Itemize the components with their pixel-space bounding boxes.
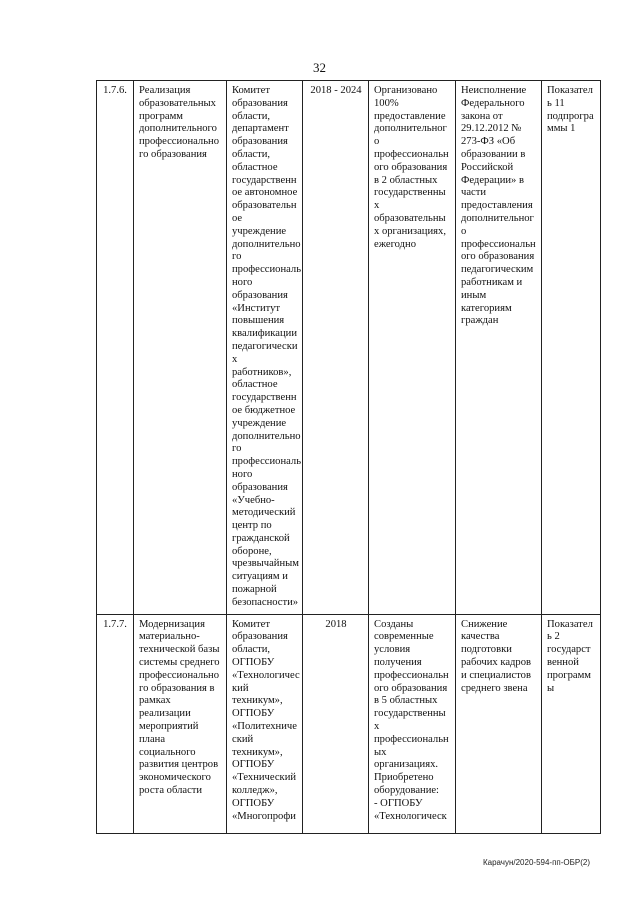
measure-consequences: Неисполнение Федерального закона от 29.12.2012 № 273-ФЗ «Об образовании в Российской Федерации» в части предоставления дополнительног о профессиональн ого образования педагогическим работникам и иным категориям граждан xyxy=(456,81,542,615)
measure-result: Созданы современные условия получения профессиональн ого образования в 5 областных государственны х профессиональн ых организациях. Приобретено оборудование: - ОГПОБУ «Технологическ xyxy=(369,614,456,833)
measure-result: Организовано 100% предоставление дополнительног о профессиональн ого образования в 2 областных государственны х образовательны х организациях, ежегодно xyxy=(369,81,456,615)
measure-name: Реализация образовательных программ дополнительного профессионально го образования xyxy=(134,81,227,615)
measure-executors: Комитет образования области, департамент образования области, областное государственн ое автономное образовательн ое учреждение дополнительно го профессиональ ного образования «Институт повышения квалификации педагогически х работников», областное государственн ое бюджетное учреждение дополнительно го профессиональ ного образования «Учебно- методический центр по гражданской обороне, чрезвычайным ситуациям и пожарной безопасности» xyxy=(227,81,303,615)
page-number: 32 xyxy=(313,60,326,75)
measure-executors: Комитет образования области, ОГПОБУ «Технологичес кий техникум», ОГПОБУ «Политехниче ский техникум», ОГПОБУ «Технический колледж», ОГПОБУ «Многопрофи xyxy=(227,614,303,833)
table-row xyxy=(97,81,601,615)
table-row xyxy=(97,614,601,833)
measure-consequences: Снижение качества подготовки рабочих кадров и специалистов среднего звена xyxy=(456,614,542,833)
measure-years: 2018 - 2024 xyxy=(303,81,369,615)
measure-number: 1.7.7. xyxy=(97,614,134,833)
document-footer: Карачун/2020-594-пп-ОБР(2) xyxy=(482,858,590,867)
measure-years: 2018 xyxy=(303,614,369,833)
measure-number: 1.7.6. xyxy=(97,81,134,615)
measure-indicator: Показател ь 2 государст венной программ ы xyxy=(542,614,601,833)
measure-name: Модернизация материально- технической базы системы среднего профессионально го образования в рамках реализации мероприятий плана социального развития центров экономического роста области xyxy=(134,614,227,833)
measures-table xyxy=(96,80,601,834)
measure-indicator: Показател ь 11 подпрогра ммы 1 xyxy=(542,81,601,615)
